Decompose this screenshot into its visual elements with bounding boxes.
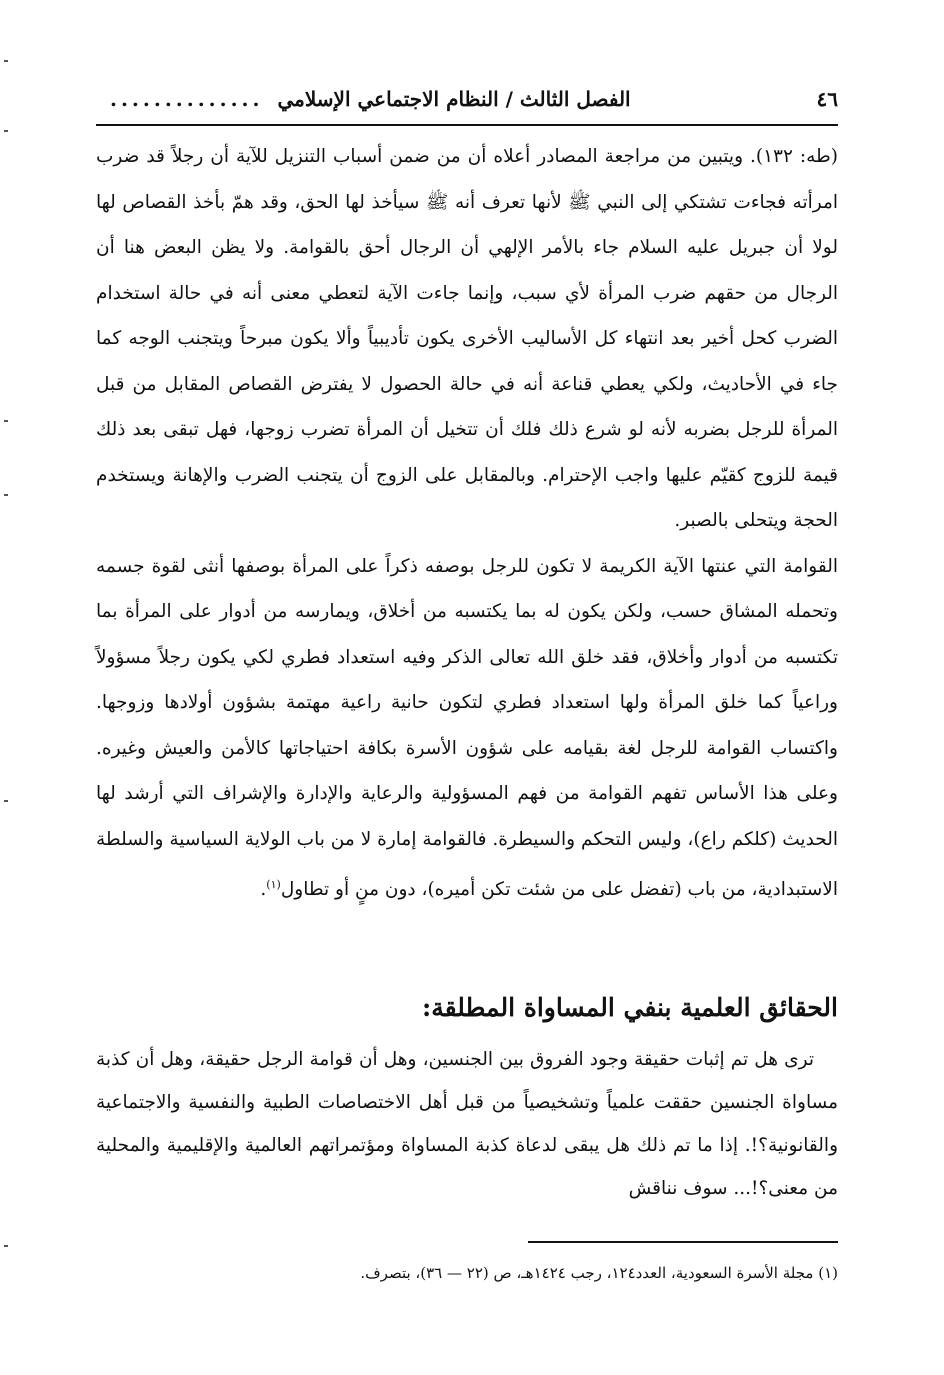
paragraph-2-end: . bbox=[260, 879, 267, 901]
section-heading: الحقائق العلمية بنفي المساواة المطلقة: bbox=[421, 993, 838, 1022]
header-title-wrap bbox=[96, 87, 631, 111]
header-rule bbox=[96, 124, 838, 126]
scan-edge-mark bbox=[4, 130, 8, 132]
page-number: ٤٦ bbox=[816, 87, 838, 111]
footnote-reference: (١) bbox=[266, 878, 281, 891]
chapter-title: الفصل الثالث / النظام الاجتماعي الإسلامي bbox=[277, 87, 631, 111]
scan-edge-mark bbox=[4, 494, 8, 496]
paragraph-2-text: القوامة التي عنتها الآية الكريمة لا تكون للرجل بوصفه ذكراً على المرأة بوصفها أنثى لقوة جسمه وتحمله المشاق حسب، ولكن يكون له بما يكتسبه من أخلاق، ويمارسه من أدوار على المرأة بما تكتسبه من أدوار وأخلاق، فقد خلق الله تعالى الذكر وفيه استعداد فطري لكي يكون رجلاً مسؤولاً وراعياً كما خلق المرأة ولها استعداد فطري لتكون حانية راعية مهتمة بشؤون أولادها وزوجها. واكتساب القوامة للرجل لغة بقيامه على شؤون الأسرة بكافة احتياجاتها كالأمن والعيش وغيره. وعلى هذا الأساس تفهم القوامة من فهم المسؤولية والرعاية والإدارة والإشراف التي أرشد لها الحديث (كلكم راع)، وليس التحكم والسيطرة. فالقوامة إمارة لا من باب الولاية السياسية والسلطة الاستبدادية، من باب (تفضل على من شئت تكن أميره)، دون منٍ أو تطاول bbox=[96, 555, 838, 901]
paragraph-2 bbox=[96, 544, 838, 913]
scan-edge-mark bbox=[4, 1245, 8, 1247]
section-text bbox=[96, 1038, 838, 1210]
scan-edge-mark bbox=[4, 420, 8, 422]
scan-edge-mark bbox=[4, 800, 8, 802]
header-dot-leader: .............. bbox=[110, 87, 264, 111]
footnote: (١) مجلة الأسرة السعودية، العدد١٢٤، رجب ١٤٢٤هـ، ص (٢٢ — ٣٦)، بتصرف. bbox=[360, 1264, 838, 1282]
scan-edge-mark bbox=[4, 60, 8, 62]
running-header bbox=[96, 82, 838, 116]
section-paragraph: ترى هل تم إثبات حقيقة وجود الفروق بين الجنسين، وهل أن قوامة الرجل حقيقة، وهل أن كذبة مساواة الجنسين حققت علمياً وتشخيصياً من قبل أهل الاختصاصات الطبية والنفسية والاجتماعية والقانونية؟!. إذا ما تم ذلك هل يبقى لدعاة كذبة المساواة ومؤتمراتهم العالمية والإقليمية والمحلية من معنى؟!... سوف نناقش bbox=[96, 1049, 838, 1199]
footnote-rule bbox=[528, 1241, 838, 1243]
paragraph-1: (طه: ١٣٢). ويتبين من مراجعة المصادر أعلاه أن من ضمن أسباب التنزيل للآية أن رجلاً قد ضرب امرأته فجاءت تشتكي إلى النبي ﷺ لأنها تعرف أنه ﷺ سيأخذ لها الحق، وقد همّ بأخذ القصاص لها لولا أن جبريل عليه السلام جاء بالأمر الإلهي أن الرجال أحق بالقوامة. ولا يظن البعض هنا أن الرجال من حقهم ضرب المرأة لأي سبب، وإنما جاءت الآية لتعطي معنى أنه في حالة استخدام الضرب كحل أخير بعد انتهاء كل الأساليب الأخرى يكون تأديبياً وألا يكون مبرحاً ويتجنب الوجه كما جاء في الأحاديث، ولكي يعطي قناعة أنه في حالة الحصول لا يفترض القصاص المقابل من قبل المرأة للرجل بضربه لأنه لو شرع ذلك فلك أن تتخيل أن المرأة تضرب زوجها، فهل تبقى بعد ذلك قيمة للزوج كقيّم عليها واجب الإحترام. وبالمقابل على الزوج أن يتجنب الضرب والإهانة ويستخدم الحجة ويتحلى بالصبر. bbox=[96, 146, 838, 531]
main-text bbox=[96, 134, 838, 913]
